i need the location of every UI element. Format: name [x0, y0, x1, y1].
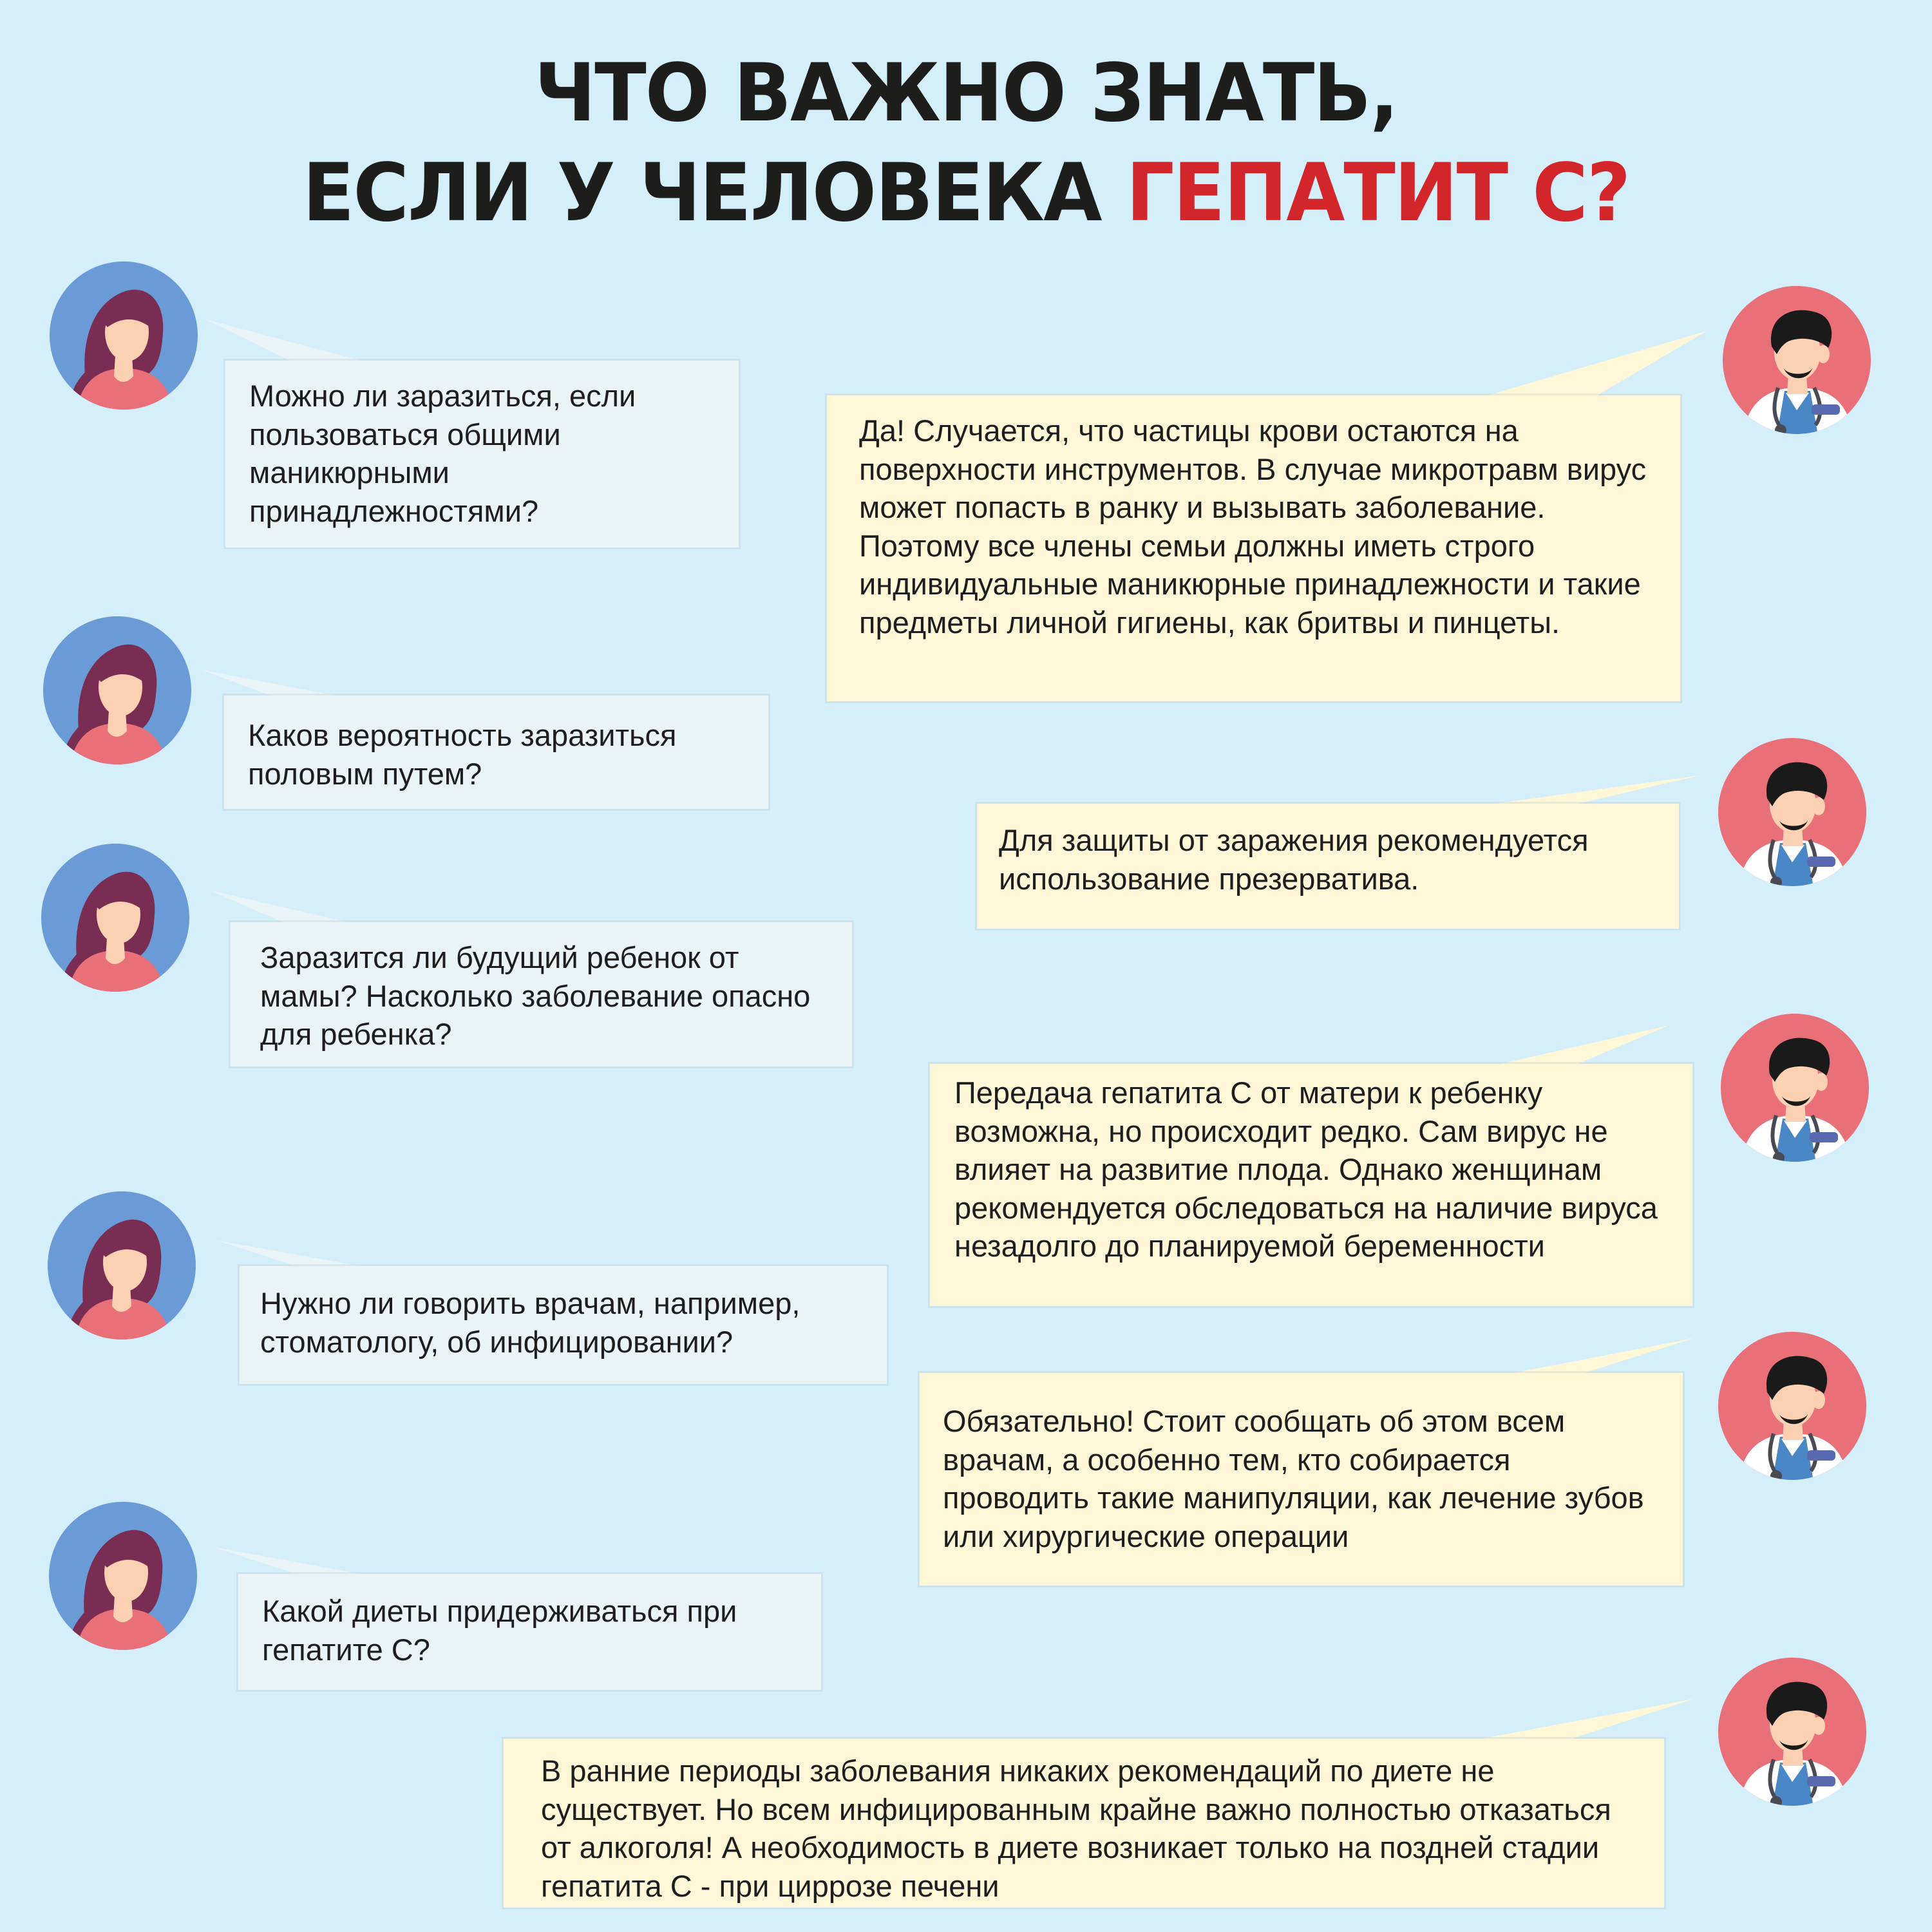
- doctor-avatar: [1717, 737, 1868, 887]
- patient-avatar: [42, 615, 193, 766]
- answer-bubble-5: [504, 1739, 1664, 1908]
- question-tail-5: [213, 1547, 361, 1574]
- question-text: Нужно ли говорить врачам, например, стоматологу, об инфицировании?: [260, 1286, 800, 1359]
- answer-text: В ранние периоды заболевания никаких рекомендаций по диете не существует. Но всем инфицированным крайне важно полностью отказаться от алкоголя! А необходимость в диете возникает только на поздней стадии гепатита С - при циррозе печени: [541, 1754, 1611, 1903]
- answer-tail-5: [1481, 1699, 1694, 1739]
- question-bubble-4: [240, 1266, 887, 1384]
- answer-bubble-3: [930, 1064, 1692, 1306]
- answer-text: Да! Случается, что частицы крови остаются на поверхности инструментов. В случае микротравм вирус может попасть в ранку и вызывать заболевание. Поэтому все члены семьи должны иметь строго индивидуальные маникюрные принадлежности и такие предметы личной гигиены, как бритвы и пинцеты.: [859, 413, 1647, 639]
- patient-avatar: [48, 1501, 198, 1651]
- answer-tail-2: [1494, 775, 1700, 804]
- question-bubble-5: [238, 1574, 821, 1690]
- answer-bubble-1: [827, 395, 1680, 701]
- question-text: Заразится ли будущий ребенок от мамы? Насколько заболевание опасно для ребенка?: [260, 940, 811, 1051]
- question-tail-1: [206, 319, 361, 361]
- answer-text: Передача гепатита С от матери к ребенку возможна, но происходит редко. Сам вирус не влияет на развитие плода. Однако женщинам рекомендуется обследоваться на наличие вируса незадолго до планируемой беременности: [954, 1075, 1658, 1263]
- answer-tail-4: [1513, 1338, 1694, 1373]
- doctor-avatar: [1717, 1331, 1868, 1481]
- question-bubble-1: [225, 361, 739, 547]
- answer-bubble-2: [977, 804, 1679, 929]
- patient-avatar: [40, 842, 191, 993]
- answer-bubble-4: [920, 1373, 1683, 1586]
- patient-avatar: [46, 1190, 197, 1341]
- title-line-2-accent: ГЕПАТИТ С?: [1126, 146, 1630, 240]
- patient-avatar: [48, 260, 199, 411]
- question-tail-3: [209, 890, 348, 922]
- question-text: Можно ли заразиться, если пользоваться общими маникюрными принадлежностями?: [249, 379, 636, 528]
- question-bubble-3: [231, 922, 852, 1066]
- answer-text: Для защиты от заражения рекомендуется использование презерватива.: [999, 823, 1589, 896]
- doctor-avatar: [1717, 1656, 1868, 1807]
- answer-tail-3: [1501, 1025, 1669, 1064]
- title-line-1-text: ЧТО ВАЖНО ЗНАТЬ,: [534, 46, 1398, 140]
- question-text: Какой диеты придерживаться при гепатите С?: [262, 1594, 737, 1667]
- answer-text: Обязательно! Стоит сообщать об этом всем врачам, а особенно тем, кто собирается проводить такие манипуляции, как лечение зубов или хирургические операции: [943, 1404, 1644, 1553]
- question-text: Каков вероятность заразиться половым путем?: [248, 718, 677, 791]
- question-tail-4: [216, 1240, 361, 1266]
- doctor-avatar: [1719, 1012, 1870, 1163]
- title-line-2-prefix: ЕСЛИ У ЧЕЛОВЕКА: [302, 146, 1101, 240]
- answer-tail-1: [1488, 331, 1707, 395]
- doctor-avatar: [1721, 285, 1872, 435]
- question-bubble-2: [224, 696, 768, 809]
- question-tail-2: [201, 670, 335, 696]
